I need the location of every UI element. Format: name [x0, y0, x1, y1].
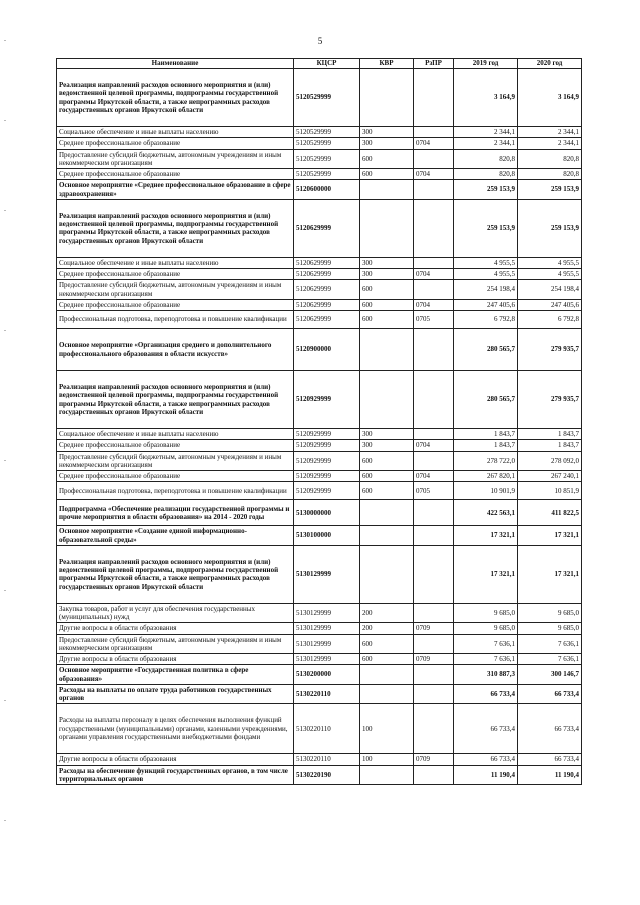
row-value-2019: 66 733,4 — [454, 684, 518, 704]
row-value-2020: 4 955,5 — [518, 269, 582, 280]
row-rzpr — [414, 69, 454, 127]
row-value-2019: 2 344,1 — [454, 127, 518, 138]
row-kvr — [360, 180, 414, 200]
table-row — [57, 440, 582, 451]
row-rzpr — [414, 180, 454, 200]
row-rzpr — [414, 603, 454, 623]
table-row — [57, 603, 582, 623]
row-value-2020: 66 733,4 — [518, 704, 582, 754]
row-value-2019: 1 843,7 — [454, 440, 518, 451]
row-kcsr: 5120900000 — [294, 329, 360, 371]
row-rzpr — [414, 199, 454, 257]
row-rzpr: 0709 — [414, 623, 454, 634]
row-name: Среднее профессиональное образование — [57, 169, 294, 180]
table-row — [57, 482, 582, 500]
row-name: Основное мероприятие «Организация среднего и дополнительного профессионального образования в области искусств» — [57, 329, 294, 371]
row-kcsr: 5130220110 — [294, 684, 360, 704]
table-row — [57, 127, 582, 138]
row-value-2020: 2 344,1 — [518, 127, 582, 138]
row-rzpr — [414, 545, 454, 603]
table-row — [57, 500, 582, 526]
row-kcsr: 5120929999 — [294, 440, 360, 451]
row-value-2020: 6 792,8 — [518, 311, 582, 329]
table-row — [57, 471, 582, 482]
row-name: Социальное обеспечение и иные выплаты населению — [57, 257, 294, 268]
row-value-2020: 1 843,7 — [518, 429, 582, 440]
row-kvr — [360, 329, 414, 371]
row-value-2020: 7 636,1 — [518, 634, 582, 654]
row-name: Расходы на выплаты по оплате труда работников государственных органов — [57, 684, 294, 704]
row-value-2019: 9 685,0 — [454, 603, 518, 623]
row-value-2020: 9 685,0 — [518, 603, 582, 623]
row-name: Расходы на выплаты персоналу в целях обеспечения выполнения функций государственными (муниципальными) органами, казенными учреждениями, органами управления государственными внебюджетными фондами — [57, 704, 294, 754]
row-kcsr: 5130220110 — [294, 704, 360, 754]
row-value-2020: 259 153,9 — [518, 180, 582, 200]
row-kcsr: 5120629999 — [294, 257, 360, 268]
row-rzpr: 0704 — [414, 269, 454, 280]
row-name: Основное мероприятие «Создание единой информационно-образовательной среды» — [57, 526, 294, 546]
row-value-2019: 66 733,4 — [454, 704, 518, 754]
row-value-2020: 247 405,6 — [518, 299, 582, 310]
row-rzpr — [414, 665, 454, 685]
row-rzpr — [414, 526, 454, 546]
row-value-2020: 9 685,0 — [518, 623, 582, 634]
row-kvr — [360, 765, 414, 785]
row-name: Среднее профессиональное образование — [57, 471, 294, 482]
table-row — [57, 665, 582, 685]
row-kvr — [360, 500, 414, 526]
row-name: Закупка товаров, работ и услуг для обеспечения государственных (муниципальных) нужд — [57, 603, 294, 623]
row-kcsr: 5120929999 — [294, 471, 360, 482]
table-row — [57, 451, 582, 471]
row-rzpr — [414, 257, 454, 268]
row-name: Реализация направлений расходов основного мероприятия и (или) ведомственной целевой программы, подпрограммы государственной программы Иркутской области, а также непрограммных расходов государственных органов Иркутской области — [57, 545, 294, 603]
row-name: Профессиональная подготовка, переподготовка и повышение квалификации — [57, 482, 294, 500]
table-row — [57, 199, 582, 257]
row-value-2019: 17 321,1 — [454, 545, 518, 603]
row-rzpr — [414, 684, 454, 704]
row-kvr: 300 — [360, 138, 414, 149]
row-kvr: 100 — [360, 754, 414, 765]
row-name: Социальное обеспечение и иные выплаты населению — [57, 127, 294, 138]
row-value-2019: 66 733,4 — [454, 754, 518, 765]
row-kcsr: 5120629999 — [294, 311, 360, 329]
row-rzpr — [414, 451, 454, 471]
row-kcsr: 5120600000 — [294, 180, 360, 200]
row-kcsr: 5130129999 — [294, 623, 360, 634]
row-name: Среднее профессиональное образование — [57, 138, 294, 149]
row-value-2019: 820,8 — [454, 169, 518, 180]
row-kcsr: 5130220190 — [294, 765, 360, 785]
row-kcsr: 5120629999 — [294, 280, 360, 300]
row-rzpr: 0705 — [414, 311, 454, 329]
row-value-2020: 7 636,1 — [518, 654, 582, 665]
table-row — [57, 623, 582, 634]
row-value-2019: 259 153,9 — [454, 180, 518, 200]
row-rzpr — [414, 765, 454, 785]
row-kcsr: 5120629999 — [294, 199, 360, 257]
row-value-2019: 4 955,5 — [454, 269, 518, 280]
row-kvr: 300 — [360, 257, 414, 268]
row-kvr — [360, 371, 414, 429]
row-kcsr: 5120529999 — [294, 69, 360, 127]
table-row — [57, 526, 582, 546]
row-rzpr — [414, 634, 454, 654]
row-kcsr: 5120529999 — [294, 127, 360, 138]
row-kvr: 600 — [360, 451, 414, 471]
row-kcsr: 5130129999 — [294, 545, 360, 603]
row-value-2019: 6 792,8 — [454, 311, 518, 329]
row-kvr: 600 — [360, 471, 414, 482]
row-rzpr: 0704 — [414, 440, 454, 451]
row-name: Профессиональная подготовка, переподготовка и повышение квалификации — [57, 311, 294, 329]
row-kvr — [360, 199, 414, 257]
scan-edge-marks — [4, 0, 6, 905]
row-value-2019: 10 901,9 — [454, 482, 518, 500]
row-kvr: 300 — [360, 269, 414, 280]
row-kvr: 600 — [360, 169, 414, 180]
row-rzpr — [414, 704, 454, 754]
row-value-2019: 9 685,0 — [454, 623, 518, 634]
row-kcsr: 5130100000 — [294, 526, 360, 546]
row-kvr: 600 — [360, 299, 414, 310]
table-row — [57, 69, 582, 127]
table-row — [57, 149, 582, 169]
row-kcsr: 5130129999 — [294, 603, 360, 623]
row-value-2019: 280 565,7 — [454, 329, 518, 371]
row-kvr — [360, 684, 414, 704]
row-name: Предоставление субсидий бюджетным, автономным учреждениям и иным некоммерческим организациям — [57, 451, 294, 471]
row-value-2020: 11 190,4 — [518, 765, 582, 785]
row-kcsr: 5120529999 — [294, 138, 360, 149]
row-name: Подпрограмма «Обеспечение реализации государственной программы и прочие мероприятия в области образования» на 2014 - 2020 годы — [57, 500, 294, 526]
row-kvr: 300 — [360, 440, 414, 451]
table-row — [57, 684, 582, 704]
row-kcsr: 5120529999 — [294, 169, 360, 180]
row-value-2019: 422 563,1 — [454, 500, 518, 526]
row-value-2020: 279 935,7 — [518, 371, 582, 429]
row-name: Другие вопросы в области образования — [57, 623, 294, 634]
table-row — [57, 654, 582, 665]
row-value-2020: 278 092,0 — [518, 451, 582, 471]
row-value-2020: 17 321,1 — [518, 526, 582, 546]
row-value-2019: 4 955,5 — [454, 257, 518, 268]
row-rzpr — [414, 280, 454, 300]
row-value-2020: 279 935,7 — [518, 329, 582, 371]
row-value-2019: 7 636,1 — [454, 654, 518, 665]
row-name: Другие вопросы в области образования — [57, 754, 294, 765]
row-value-2020: 66 733,4 — [518, 684, 582, 704]
table-row — [57, 311, 582, 329]
table-row — [57, 429, 582, 440]
row-value-2019: 254 198,4 — [454, 280, 518, 300]
row-name: Социальное обеспечение и иные выплаты населению — [57, 429, 294, 440]
row-value-2019: 3 164,9 — [454, 69, 518, 127]
row-value-2019: 2 344,1 — [454, 138, 518, 149]
row-name: Среднее профессиональное образование — [57, 269, 294, 280]
row-rzpr: 0709 — [414, 654, 454, 665]
table-row — [57, 704, 582, 754]
table-row — [57, 765, 582, 785]
row-name: Предоставление субсидий бюджетным, автономным учреждениям и иным некоммерческим организациям — [57, 280, 294, 300]
row-value-2019: 278 722,0 — [454, 451, 518, 471]
row-rzpr: 0704 — [414, 169, 454, 180]
row-kvr: 300 — [360, 429, 414, 440]
row-rzpr: 0709 — [414, 754, 454, 765]
table-row — [57, 754, 582, 765]
budget-table — [56, 58, 582, 785]
row-name: Расходы на обеспечение функций государственных органов, в том числе территориальных органов — [57, 765, 294, 785]
row-name: Другие вопросы в области образования — [57, 654, 294, 665]
row-name: Реализация направлений расходов основного мероприятия и (или) ведомственной целевой программы, подпрограммы государственной программы Иркутской области, а также непрограммных расходов государственных органов Иркутской области — [57, 69, 294, 127]
row-kvr — [360, 545, 414, 603]
row-value-2019: 11 190,4 — [454, 765, 518, 785]
row-rzpr — [414, 429, 454, 440]
row-value-2020: 17 321,1 — [518, 545, 582, 603]
row-value-2020: 2 344,1 — [518, 138, 582, 149]
row-kcsr: 5120929999 — [294, 371, 360, 429]
row-rzpr — [414, 500, 454, 526]
header-rzpr: РзПР — [414, 59, 454, 69]
row-name: Среднее профессиональное образование — [57, 299, 294, 310]
header-kcsr: КЦСР — [294, 59, 360, 69]
row-kcsr: 5130200000 — [294, 665, 360, 685]
row-kcsr: 5120929999 — [294, 429, 360, 440]
row-kcsr: 5120929999 — [294, 451, 360, 471]
row-value-2019: 247 405,6 — [454, 299, 518, 310]
row-name: Реализация направлений расходов основного мероприятия и (или) ведомственной целевой программы, подпрограммы государственной программы Иркутской области, а также непрограммных расходов государственных органов Иркутской области — [57, 371, 294, 429]
row-value-2020: 66 733,4 — [518, 754, 582, 765]
row-kcsr: 5130000000 — [294, 500, 360, 526]
row-kvr: 200 — [360, 623, 414, 634]
row-kvr — [360, 69, 414, 127]
table-row — [57, 634, 582, 654]
table-row — [57, 269, 582, 280]
row-rzpr — [414, 329, 454, 371]
row-value-2019: 267 820,1 — [454, 471, 518, 482]
row-kvr: 600 — [360, 280, 414, 300]
row-kvr — [360, 665, 414, 685]
table-row — [57, 545, 582, 603]
row-value-2019: 310 887,3 — [454, 665, 518, 685]
row-kcsr: 5120929999 — [294, 482, 360, 500]
table-row — [57, 257, 582, 268]
row-kcsr: 5130129999 — [294, 654, 360, 665]
row-name: Среднее профессиональное образование — [57, 440, 294, 451]
row-value-2019: 7 636,1 — [454, 634, 518, 654]
row-kvr: 600 — [360, 311, 414, 329]
header-name: Наименование — [57, 59, 294, 69]
table-row — [57, 280, 582, 300]
row-value-2020: 254 198,4 — [518, 280, 582, 300]
row-kcsr: 5130129999 — [294, 634, 360, 654]
row-name: Реализация направлений расходов основного мероприятия и (или) ведомственной целевой программы, подпрограммы государственной программы Иркутской области, а также непрограммных расходов государственных органов Иркутской области — [57, 199, 294, 257]
row-value-2020: 300 146,7 — [518, 665, 582, 685]
row-value-2020: 820,8 — [518, 149, 582, 169]
row-kvr — [360, 526, 414, 546]
table-header-row — [57, 59, 582, 69]
row-rzpr: 0705 — [414, 482, 454, 500]
row-kvr: 600 — [360, 482, 414, 500]
header-2020: 2020 год — [518, 59, 582, 69]
row-value-2020: 411 822,5 — [518, 500, 582, 526]
row-rzpr — [414, 149, 454, 169]
row-value-2019: 1 843,7 — [454, 429, 518, 440]
row-kcsr: 5130220110 — [294, 754, 360, 765]
header-2019: 2019 год — [454, 59, 518, 69]
table-row — [57, 299, 582, 310]
row-name: Основное мероприятие «Государственная политика в сфере образования» — [57, 665, 294, 685]
table-row — [57, 180, 582, 200]
row-kcsr: 5120629999 — [294, 269, 360, 280]
table-body — [57, 69, 582, 785]
row-kvr: 200 — [360, 603, 414, 623]
row-rzpr — [414, 371, 454, 429]
row-kcsr: 5120629999 — [294, 299, 360, 310]
row-rzpr: 0704 — [414, 299, 454, 310]
row-value-2020: 4 955,5 — [518, 257, 582, 268]
row-value-2020: 10 851,9 — [518, 482, 582, 500]
row-value-2020: 259 153,9 — [518, 199, 582, 257]
row-value-2019: 820,8 — [454, 149, 518, 169]
row-kvr: 300 — [360, 127, 414, 138]
header-kvr: КВР — [360, 59, 414, 69]
table-row — [57, 138, 582, 149]
table-row — [57, 371, 582, 429]
row-kvr: 600 — [360, 654, 414, 665]
row-value-2019: 280 565,7 — [454, 371, 518, 429]
row-rzpr — [414, 127, 454, 138]
row-value-2020: 1 843,7 — [518, 440, 582, 451]
row-kcsr: 5120529999 — [294, 149, 360, 169]
row-kvr: 600 — [360, 634, 414, 654]
page-number: 5 — [317, 36, 323, 46]
row-name: Предоставление субсидий бюджетным, автономным учреждениям и иным некоммерческим организациям — [57, 149, 294, 169]
table-row — [57, 329, 582, 371]
row-value-2019: 17 321,1 — [454, 526, 518, 546]
row-name: Предоставление субсидий бюджетным, автономным учреждениям и иным некоммерческим организациям — [57, 634, 294, 654]
row-rzpr: 0704 — [414, 471, 454, 482]
row-value-2020: 820,8 — [518, 169, 582, 180]
row-name: Основное мероприятие «Среднее профессиональное образование в сфере здравоохранения» — [57, 180, 294, 200]
row-rzpr: 0704 — [414, 138, 454, 149]
row-value-2019: 259 153,9 — [454, 199, 518, 257]
table-row — [57, 169, 582, 180]
row-kvr: 100 — [360, 704, 414, 754]
row-value-2020: 3 164,9 — [518, 69, 582, 127]
row-kvr: 600 — [360, 149, 414, 169]
row-value-2020: 267 240,1 — [518, 471, 582, 482]
